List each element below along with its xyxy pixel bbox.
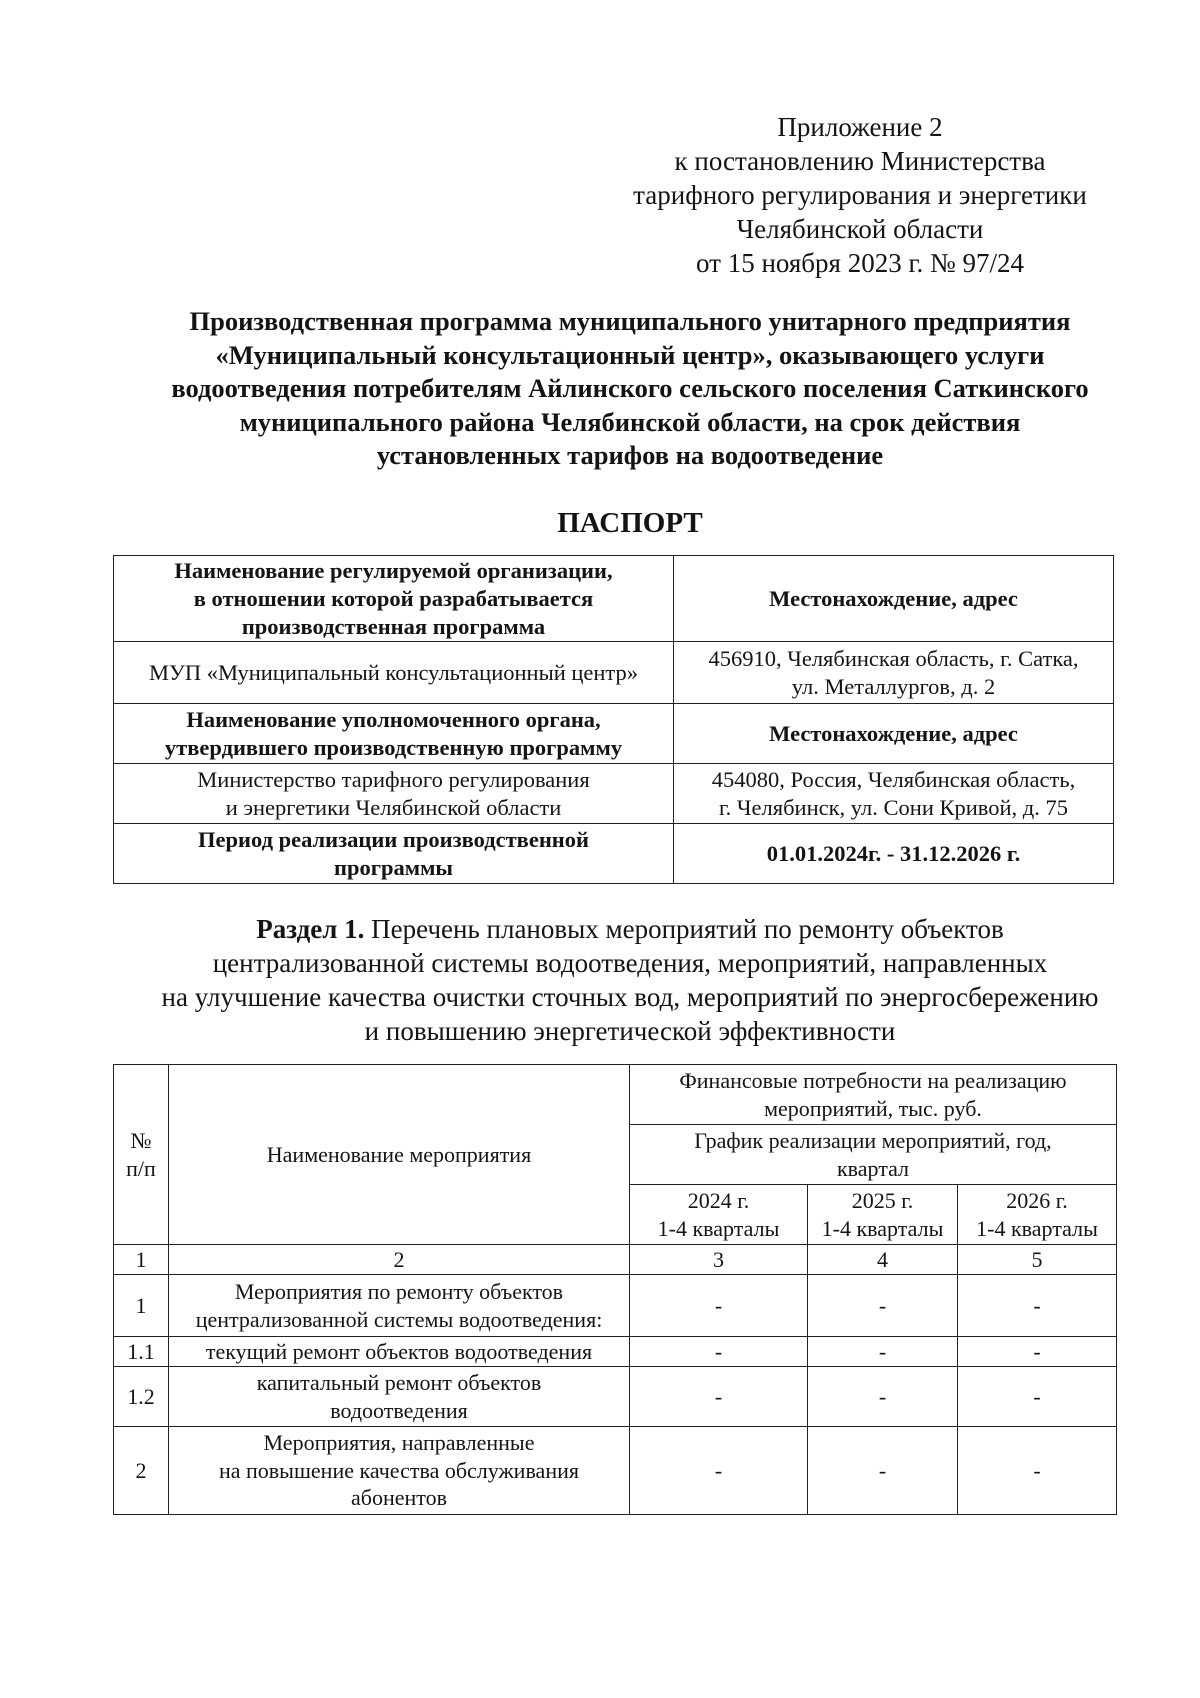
org-address-cell — [674, 642, 1114, 704]
measures-header-row — [114, 1065, 1117, 1125]
measures-table — [113, 1064, 1117, 1515]
authority-address-cell — [674, 764, 1114, 824]
cell-line: 2024 г. — [687, 1188, 750, 1213]
row-number: 1 — [114, 1275, 169, 1337]
cell-line: водоотведения — [330, 1397, 468, 1423]
approval-line: тарифного регулирования и энергетики — [633, 180, 1087, 210]
title-line: водоотведения потребителям Айлинского сельского поселения Саткинского — [171, 373, 1089, 403]
column-index: 3 — [630, 1245, 808, 1275]
row-number: 1.2 — [114, 1367, 169, 1427]
title-line: «Муниципальный консультационный центр», оказывающего услуги — [215, 339, 1045, 370]
year-2026-header — [958, 1185, 1117, 1245]
value-2026: - — [958, 1337, 1117, 1367]
cell-line: на повышение качества обслуживания — [218, 1457, 579, 1483]
value-2026: - — [958, 1427, 1117, 1515]
cell-line: 2025 г. — [851, 1188, 914, 1213]
section-label: Раздел 1. — [256, 914, 365, 944]
section-text: Перечень плановых мероприятий по ремонту объектов — [364, 914, 1004, 944]
cell-line: в отношении которой разрабатывается — [193, 585, 594, 611]
cell-line: абонентов — [351, 1485, 447, 1511]
section-line: на улучшение качества очистки сточных вод, мероприятий по энергосбережению — [161, 982, 1099, 1012]
value-2026: - — [958, 1367, 1117, 1427]
approval-line: Челябинской области — [736, 214, 984, 244]
value-2024: - — [630, 1427, 808, 1515]
passport-row — [114, 556, 1114, 642]
row-number: 1.1 — [114, 1337, 169, 1367]
cell-line: 456910, Челябинская область, г. Сатка, — [708, 645, 1079, 671]
approval-line: к постановлению Министерства — [674, 146, 1046, 176]
authority-header-cell — [114, 704, 674, 764]
cell-line: Мероприятия по ремонту объектов — [234, 1279, 564, 1304]
measure-name: текущий ремонт объектов водоотведения — [169, 1337, 630, 1367]
cell-line: производственная программа — [241, 613, 546, 639]
cell-line: и энергетики Челябинской области — [225, 794, 562, 820]
column-index: 5 — [958, 1245, 1117, 1275]
title-line: Производственная программа муниципального унитарного предприятия — [189, 306, 1071, 336]
measure-name — [169, 1367, 630, 1427]
cell-line: Финансовые потребности на реализацию — [679, 1068, 1067, 1093]
fin-needs-header — [630, 1065, 1117, 1125]
cell-line: утвердившего производственную программу — [164, 734, 623, 760]
cell-line: централизованной системы водоотведения: — [195, 1306, 603, 1332]
cell-line: Период реализации производственной — [198, 826, 589, 852]
col-num-header — [114, 1065, 169, 1245]
cell-line: г. Челябинск, ул. Сони Кривой, д. 75 — [718, 794, 1069, 820]
passport-row — [114, 824, 1114, 884]
period-value-cell: 01.01.2024г. - 31.12.2026 г. — [674, 824, 1114, 884]
schedule-header — [630, 1125, 1117, 1185]
cell-line: п/п — [126, 1155, 156, 1181]
measure-name — [169, 1427, 630, 1515]
document-title — [110, 305, 1150, 473]
passport-row — [114, 764, 1114, 824]
authority-name-cell — [114, 764, 674, 824]
year-2024-header — [630, 1185, 808, 1245]
table-row — [114, 1427, 1117, 1515]
column-index: 4 — [808, 1245, 958, 1275]
section-heading — [110, 912, 1150, 1048]
cell-line: 2026 г. — [1006, 1188, 1068, 1213]
cell-line: Наименование уполномоченного органа, — [186, 706, 601, 732]
section-line: и повышению энергетической эффективности — [364, 1016, 896, 1046]
value-2025: - — [808, 1427, 958, 1515]
column-index: 1 — [114, 1245, 169, 1275]
cell-line: Министерство тарифного регулирования — [197, 766, 590, 792]
period-header-cell — [114, 824, 674, 884]
location-header-cell: Местонахождение, адрес — [674, 556, 1114, 642]
approval-block — [600, 110, 1120, 280]
value-2024: - — [630, 1275, 808, 1337]
value-2025: - — [808, 1275, 958, 1337]
year-2025-header — [808, 1185, 958, 1245]
org-name-cell: МУП «Муниципальный консультационный центр» — [114, 642, 674, 704]
cell-line: 1-4 кварталы — [821, 1215, 944, 1241]
value-2024: - — [630, 1337, 808, 1367]
value-2025: - — [808, 1367, 958, 1427]
cell-line: Наименование регулируемой организации, — [174, 557, 613, 583]
cell-line: 1-4 кварталы — [976, 1215, 1098, 1241]
section-line — [110, 912, 1150, 946]
value-2024: - — [630, 1367, 808, 1427]
approval-line: Приложение 2 — [777, 112, 943, 142]
table-row — [114, 1337, 1117, 1367]
approval-line: от 15 ноября 2023 г. № 97/24 — [696, 248, 1024, 278]
passport-row — [114, 704, 1114, 764]
row-number: 2 — [114, 1427, 169, 1515]
cell-line: Мероприятия, направленные — [263, 1430, 535, 1456]
title-line: муниципального района Челябинской области, на срок действия — [239, 406, 1021, 437]
section-line: централизованной системы водоотведения, мероприятий, направленных — [212, 948, 1048, 978]
measure-name — [169, 1275, 630, 1337]
passport-row — [114, 642, 1114, 704]
title-line: установленных тарифов на водоотведение — [376, 440, 884, 470]
passport-table — [113, 555, 1114, 884]
col-name-header: Наименование мероприятия — [169, 1065, 630, 1245]
org-header-cell — [114, 556, 674, 642]
value-2026: - — [958, 1275, 1117, 1337]
cell-line: квартал — [836, 1155, 910, 1181]
passport-heading: ПАСПОРТ — [557, 507, 703, 539]
cell-line: программы — [334, 854, 453, 880]
cell-line: капитальный ремонт объектов — [256, 1370, 542, 1395]
cell-line: № — [130, 1128, 152, 1153]
authority-location-header-cell: Местонахождение, адрес — [674, 704, 1114, 764]
table-row — [114, 1275, 1117, 1337]
cell-line: 1-4 кварталы — [657, 1215, 780, 1241]
table-row — [114, 1367, 1117, 1427]
column-index-row — [114, 1245, 1117, 1275]
cell-line: ул. Металлургов, д. 2 — [791, 673, 996, 699]
cell-line: мероприятий, тыс. руб. — [764, 1095, 982, 1121]
value-2025: - — [808, 1337, 958, 1367]
cell-line: График реализации мероприятий, год, — [694, 1128, 1052, 1153]
cell-line: 454080, Россия, Челябинская область, — [711, 766, 1076, 792]
column-index: 2 — [169, 1245, 630, 1275]
